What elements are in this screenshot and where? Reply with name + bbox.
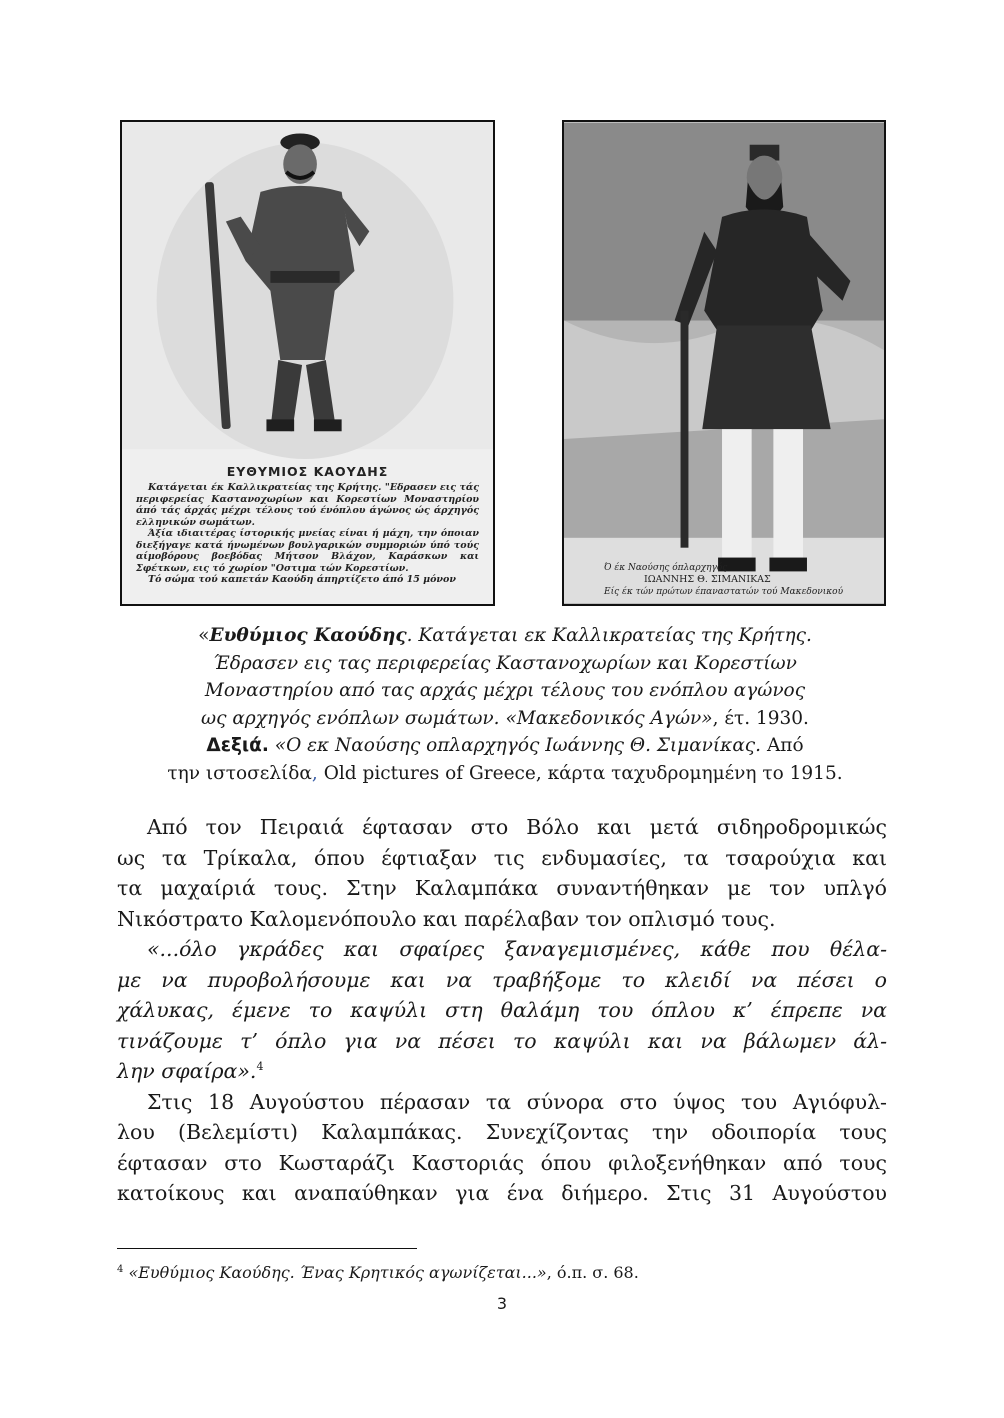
figure-fustanella-fighter: [564, 122, 884, 604]
clipping-paragraph: Κατάγεται έκ Καλλικρατείας της Κρήτης. "Εδρασεν εις τάς περιφερείας Καστανοχωρίων και Κορεστίων Μοναστηρίου άπό τάς άρχάς μέχρι τέλους τού ένόπλου άγώνος ώς άρχηγός ελληνικών σωμάτων.: [136, 482, 479, 528]
paragraph-line: έφτασαν στο Κωσταράζι Καστοριάς όπου φιλοξενήθηκαν από τους: [117, 1150, 887, 1175]
postcard-inscription: [604, 562, 874, 598]
quote-line: «...όλο γκράδες και σφαίρες ξαναγεμισμένες, κάθε που θέλα-: [147, 937, 887, 961]
photo-ioannis-simanikas: [562, 120, 886, 606]
inscription-line: Είς έκ τών πρώτων έπαναστατών τού Μακεδονικού: [604, 587, 844, 597]
body-text: [117, 812, 887, 1209]
footnote-ref[interactable]: 4: [256, 1060, 264, 1073]
paragraph-line: τα μαχαίριά τους. Στην Καλαμπάκα συναντήθηκαν με τον υπλγό: [117, 876, 887, 900]
caption-line: Μοναστηρίου από τας αρχάς μέχρι τέλους του ενόπλου αγώνος: [204, 680, 806, 701]
paragraph-line: Από τον Πειραιά έφτασαν στο Βόλο και μετά σιδηροδρομικώς: [147, 815, 887, 839]
paragraph-line: κατοίκους και αναπαύθηκαν για ένα διήμερο. Στις 31 Αυγούστου: [117, 1181, 887, 1205]
caption-line: ως αρχηγός ενόπλων σωμάτων. «Μακεδονικός Αγών», έτ. 1930.: [201, 707, 809, 729]
footnote-mark: 4: [117, 1264, 124, 1275]
paragraph-line: Στις 18 Αυγούστου πέρασαν τα σύνορα στο ύψος του Αγιόφυλ-: [147, 1089, 887, 1114]
paragraph-line: λου (Βελεμίστι) Καλαμπάκας. Συνεχίζοντας την οδοιπορία τους: [117, 1120, 887, 1144]
quote-line: λην σφαίρα».$^4$: [117, 1059, 264, 1083]
caption-name: Ευθύμιος Καούδης: [209, 625, 407, 646]
figure-caption: [120, 622, 890, 787]
inscription-line: ΙΩΑΝΝΗΣ Θ. ΣΙΜΑΝΙΚΑΣ: [644, 574, 771, 585]
photo-title: ΕΥΘΥΜΙΟΣ ΚΑΟΥΔΗΣ: [226, 464, 389, 479]
paragraph-line: ως τα Τρίκαλα, όπου έφτιαξαν τις ενδυμασίες, τα τσαρούχια και: [117, 845, 887, 870]
inscription-line: Ό έκ Ναούσης όπλαρχηγός: [604, 563, 728, 573]
photo-clipping-text: [136, 482, 479, 586]
caption-line: την ιστοσελίδα, Old pictures of Greece, κάρτα ταχυδρομημένη το 1915.: [167, 762, 843, 784]
caption-right-label: Δεξιά.: [206, 735, 269, 756]
footnote: $^4$ «Ευθύμιος Καούδης. Ένας Κρητικός αγωνίζεται...», ό.π. σ. 68.: [117, 1263, 639, 1282]
clipping-paragraph: Τό σώμα τού καπετάν Καούδη άπηρτίζετο άπό 15 μόνον: [148, 574, 456, 585]
page-number: 3: [496, 1294, 508, 1313]
quote-line: με να πυροβολήσουμε και να τραβήξομε το κλειδί να πέσει ο: [117, 967, 887, 992]
quote-line: τινάζουμε τ’ όπλο για να πέσει το καψύλι και να βάλωμεν άλ-: [117, 1028, 887, 1053]
paragraph-line: Νικόστρατο Καλομενόπουλο και παρέλαβαν τον οπλισμό τους.: [117, 906, 776, 931]
caption-line: Έδρασεν εις τας περιφερείας Καστανοχωρίων και Κορεστίων: [213, 652, 797, 674]
clipping-paragraph: Άξία ιδιαιτέρας ίστορικής μνείας είναι ή μάχη, την όποιαν διεξήγαγε κατά ήνωμένων βουλγαρικών συμμοριών ύπό τούς αίμοβόρους βοεβόδας Μήτσον Βλάχον, Καράσκων και Σφέτκων, εις τό χωρίον "Οστιμα τών Κορεστίων.: [136, 528, 479, 574]
footnote-divider: [117, 1248, 417, 1249]
caption-line: «Ευθύμιος Καούδης. Κατάγεται εκ Καλλικρατείας της Κρήτης.: [198, 625, 812, 646]
photo-euthymios-kaoudis: [120, 120, 495, 606]
quote-line: χάλυκας, έμενε το καψύλι στη θαλάμη του όπλου κ’ έπρεπε να: [117, 998, 887, 1022]
caption-line: Δεξιά. «Ο εκ Ναούσης οπλαρχηγός Ιωάννης Θ. Σιμανίκας. Από: [206, 735, 804, 756]
